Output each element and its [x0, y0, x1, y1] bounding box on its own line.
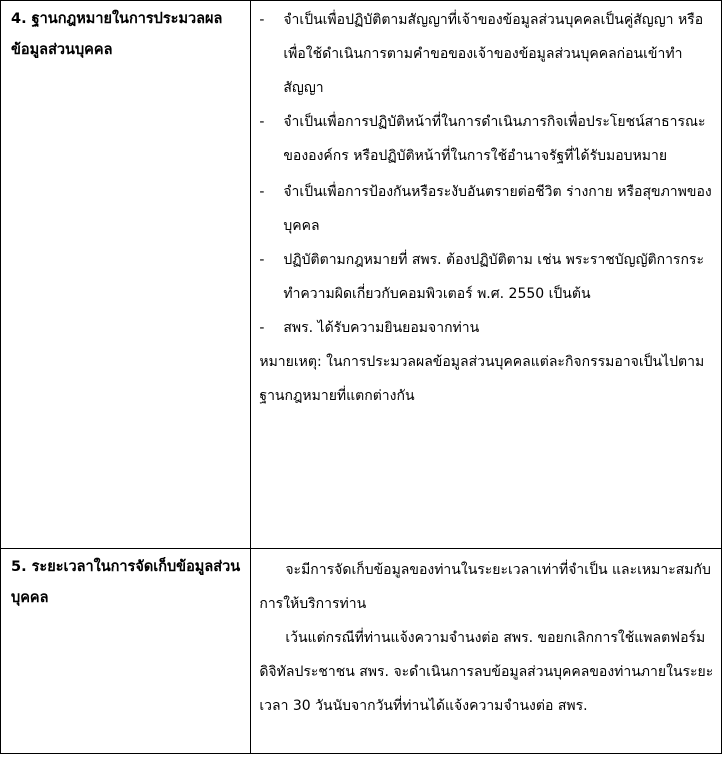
legal-basis-heading: 4. ฐานกฎหมายในการประมวลผลข้อมูลส่วนบุคคล — [11, 11, 223, 58]
retention-heading-cell — [1, 549, 251, 754]
table-row-legal-basis — [1, 1, 722, 549]
table-row-retention-period — [1, 549, 722, 754]
list-item — [251, 105, 721, 173]
legal-basis-heading-cell — [1, 1, 251, 549]
retention-heading: 5. ระยะเวลาในการจัดเก็บข้อมูลส่วนบุคคล — [11, 559, 241, 606]
list-item-text: จำเป็นเพื่อปฏิบัติตามสัญญาที่เจ้าของข้อมูลส่วนบุคคลเป็นคู่สัญญา หรือเพื่อใช้ดำเนินการตามคำขอของเจ้าของข้อมูลส่วนบุคคลก่อนเข้าทำสัญญา — [283, 12, 704, 96]
list-item-text: สพร. ได้รับความยินยอมจากท่าน — [283, 320, 480, 336]
bullet-dash: - — [259, 184, 265, 200]
legal-basis-list — [251, 3, 721, 345]
list-item-text: จำเป็นเพื่อการปฏิบัติหน้าที่ในการดำเนินภารกิจเพื่อประโยชน์สาธารณะขององค์กร หรือปฏิบัติหน้าที่ในการใช้อำนาจรัฐที่ได้รับมอบหมาย — [283, 114, 706, 164]
bullet-dash: - — [259, 252, 265, 268]
bullet-dash: - — [259, 114, 265, 130]
retention-paragraph: เว้นแต่กรณีที่ท่านแจ้งความจำนงต่อ สพร. ขอยกเลิกการใช้แพลตฟอร์มดิจิทัลประชาชน สพร. จะดำเนินการลบข้อมูลส่วนบุคคลของท่านภายในระยะเวลา 30 วันนับจากวันที่ท่านได้แจ้งความจำนงต่อ สพร. — [259, 630, 714, 714]
list-item-text: ปฏิบัติตามกฎหมายที่ สพร. ต้องปฏิบัติตาม เช่น พระราชบัญญัติการกระทำความผิดเกี่ยวกับคอมพิวเตอร์ พ.ศ. 2550 เป็นต้น — [283, 252, 704, 302]
list-item — [251, 311, 721, 345]
list-item — [251, 243, 721, 311]
list-item-text: จำเป็นเพื่อการป้องกันหรือระงับอันตรายต่อชีวิต ร่างกาย หรือสุขภาพของบุคคล — [283, 184, 712, 234]
retention-content-cell — [251, 549, 722, 754]
retention-paragraph: จะมีการจัดเก็บข้อมูลของท่านในระยะเวลาเท่าที่จำเป็น และเหมาะสมกับการให้บริการท่าน — [259, 562, 711, 612]
list-item — [251, 3, 721, 105]
list-item — [251, 175, 721, 243]
legal-basis-content-cell — [251, 1, 722, 549]
bullet-dash: - — [259, 12, 265, 28]
legal-basis-note: หมายเหตุ: ในการประมวลผลข้อมูลส่วนบุคคลแต่ละกิจกรรมอาจเป็นไปตามฐานกฎหมายที่แตกต่างกัน — [259, 354, 705, 404]
bullet-dash: - — [259, 320, 265, 336]
